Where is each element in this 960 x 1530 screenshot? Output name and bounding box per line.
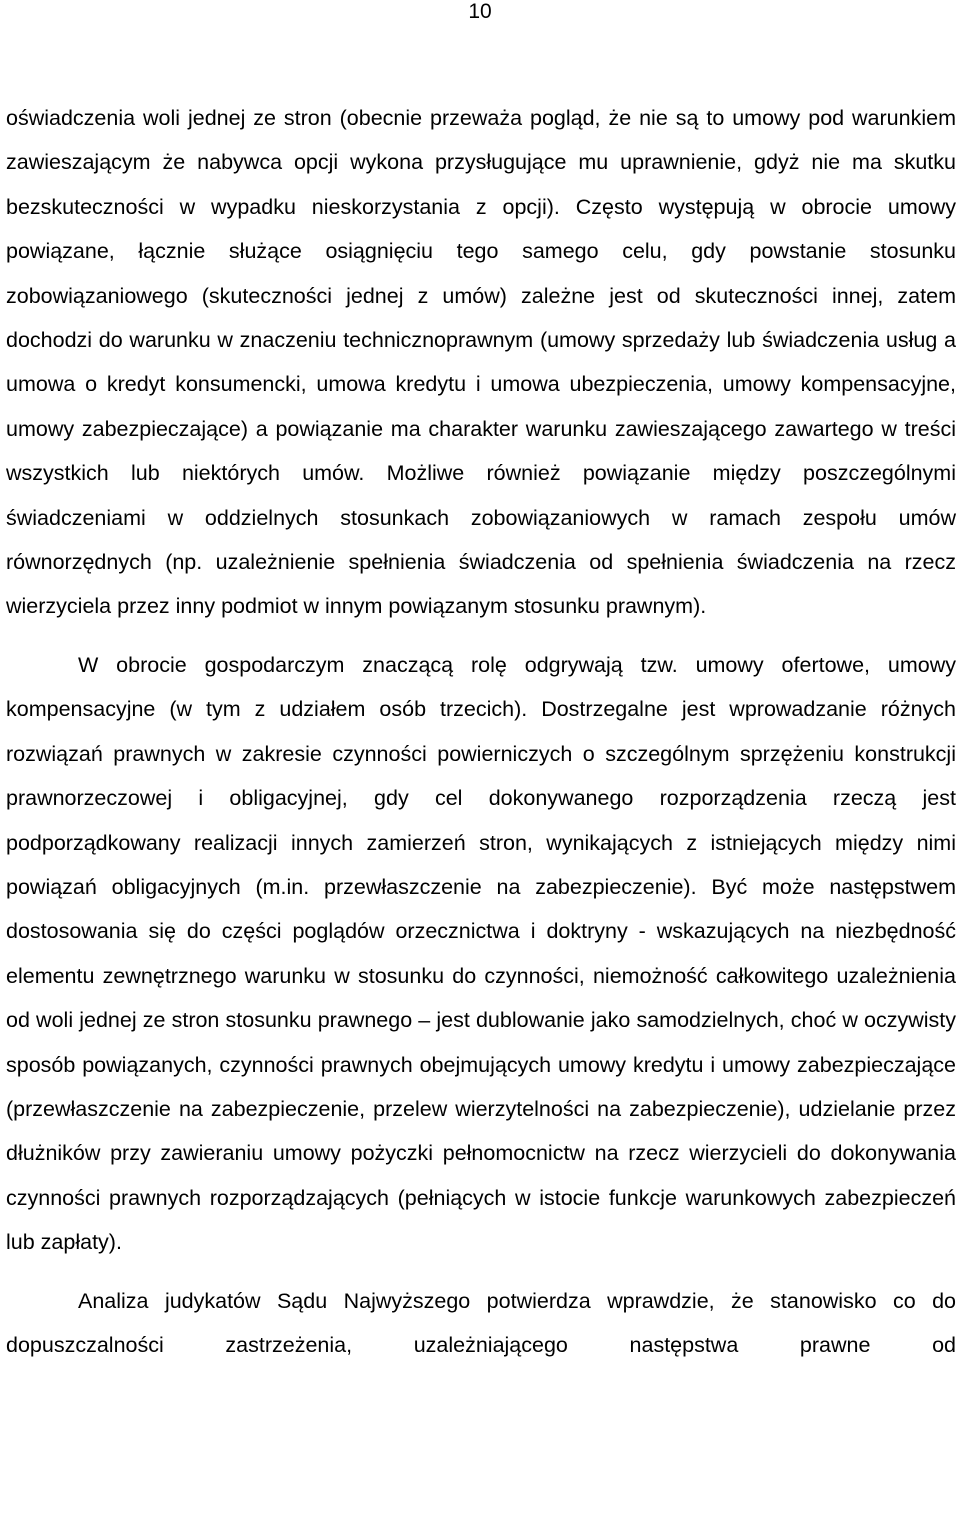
page-number: 10 — [468, 0, 492, 23]
paragraph-commercial-practice: W obrocie gospodarczym znaczącą rolę odgrywają tzw. umowy ofertowe, umowy kompensacyjne (w tym z udziałem osób trzecich). Dostrzegalne jest wprowadzanie różnych rozwiązań prawnych w zakresie czynności powierniczych o szczególnym sprzężeniu konstrukcji prawnorzeczowej i obligacyjnej, gdy cel dokonywanego rozporządzenia rzeczą jest podporządkowany realizacji innych zamierzeń stron, wynikających z istniejących między nimi powiązań obligacyjnych (m.in. przewłaszczenie na zabezpieczenie). Być może następstwem dostosowania się do części poglądów orzecznictwa i doktryny - wskazujących na niezbędność elementu zewnętrznego warunku w stosunku do czynności, niemożność całkowitego uzależnienia od woli jednej ze stron stosunku prawnego – jest dublowanie jako samodzielnych, choć w oczywisty sposób powiązanych, czynności prawnych obejmujących umowy kredytu i umowy zabezpieczające (przewłaszczenie na zabezpieczenie, przelew wierzytelności na zabezpieczenie), udzielanie przez dłużników przy zawieraniu umowy pożyczki pełnomocnictw na rzecz wierzycieli do dokonywania czynności prawnych rozporządzających (pełniących w istocie funkcje warunkowych zabezpieczeń lub zapłaty). — [6, 652, 956, 1255]
paragraph-continuation: oświadczenia woli jednej ze stron (obecnie przeważa pogląd, że nie są to umowy pod warunkiem zawieszającym że nabywca opcji wykona przysługujące mu uprawnienie, gdyż nie ma skutku bezskuteczności w wypadku nieskorzystania z opcji). Często występują w obrocie umowy powiązane, łącznie służące osiągnięciu tego samego celu, gdy powstanie stosunku zobowiązaniowego (skuteczności jednej z umów) zależne jest od skuteczności innej, zatem dochodzi do warunku w znaczeniu technicznoprawnym (umowy sprzedaży lub świadczenia usług a umowa o kredyt konsumencki, umowa kredytu i umowa ubezpieczenia, umowy kompensacyjne, umowy zabezpieczające) a powiązanie ma charakter warunku zawieszającego zawartego w treści wszystkich lub niektórych umów. Możliwe również powiązanie między poszczególnymi świadczeniami w oddzielnych stosunkach zobowiązaniowych w ramach zespołu umów równorzędnych (np. uzależnienie spełnienia świadczenia od spełnienia świadczenia na rzecz wierzyciela przez inny podmiot w innym powiązanym stosunku prawnym). — [6, 106, 956, 619]
paragraph-supreme-court-analysis: Analiza judykatów Sądu Najwyższego potwierdza wprawdzie, że stanowisko co do dopuszczalności zastrzeżenia, uzależniającego następstwa prawne od — [6, 1288, 956, 1357]
document-body — [6, 96, 956, 1367]
